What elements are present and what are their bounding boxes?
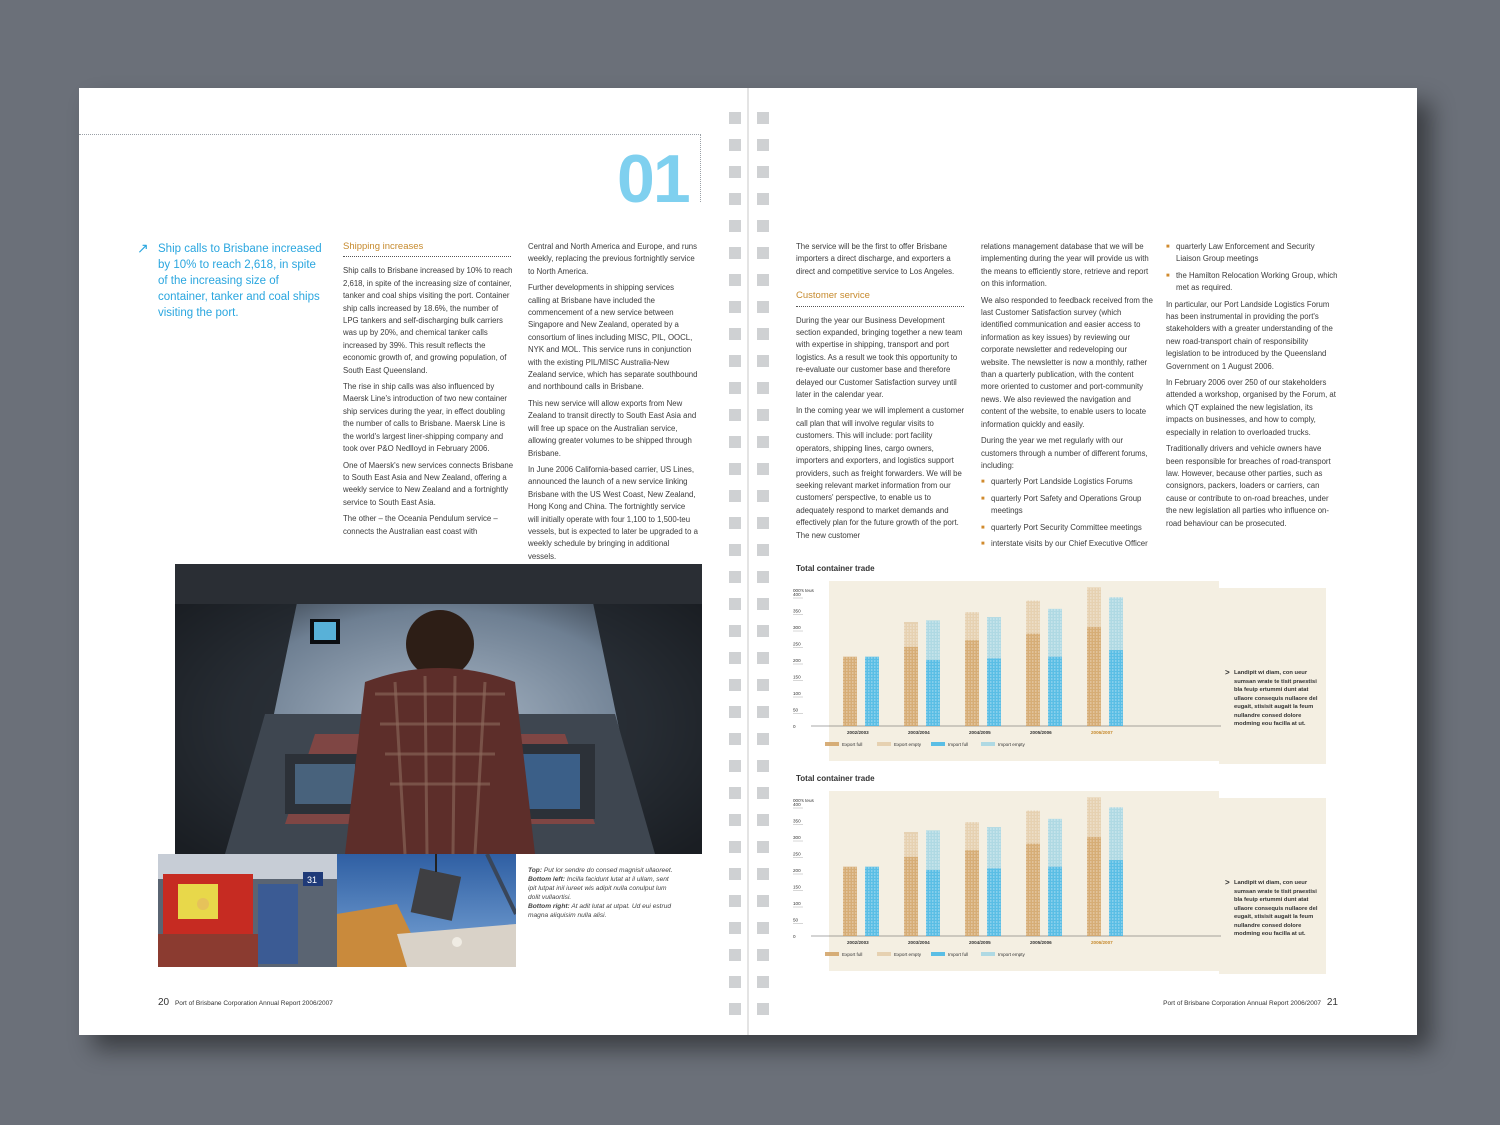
x-tick-label: 2003/2004 (908, 940, 930, 945)
paragraph: In June 2006 California-based carrier, US Lines, announced the launch of a new service linking Brisbane with the US West Coast, New Zealand, Hong Kong and China. The fortnightly service will initially operate with four 1,100 to 1,500-teu vessels, but is expected to later be upgraded to a weekly schedule by bringing in additional vessels. (528, 464, 698, 561)
x-tick-label: 2005/2006 (1030, 730, 1052, 735)
chart-note-text: Landipit wi diam, con ueur sumsan wrate te tisit praestisi bla feuip ertummi dunt atat ullaore consequis nullaore del eugait, stisisit augait la feum nullandre consed dolore modming eou facilla at ut. (1234, 880, 1318, 937)
binding-hole (729, 1003, 741, 1015)
y-tick-label: 400 (793, 592, 801, 597)
binding-hole (757, 976, 769, 988)
y-tick-label: 200 (793, 868, 801, 873)
photo-caption (528, 866, 678, 920)
binding-hole (757, 463, 769, 475)
y-tick-label: 350 (793, 608, 801, 614)
binding-hole (729, 193, 741, 205)
binding-hole (729, 409, 741, 421)
binding-hole (729, 922, 741, 934)
container-trade-chart (791, 794, 1231, 974)
chevron-right-icon: > (1225, 878, 1230, 887)
binding-hole (757, 895, 769, 907)
binding-hole (757, 571, 769, 583)
y-tick-label: 350 (793, 818, 801, 824)
binding-hole (757, 760, 769, 772)
header-rule (79, 134, 699, 135)
binding-hole (757, 220, 769, 232)
section-number: 01 (617, 141, 689, 217)
binding-hole (729, 301, 741, 313)
binding-hole (729, 166, 741, 178)
legend-label: Export empty (894, 742, 922, 747)
footer-text: Port of Brisbane Corporation Annual Report 2006/2007 (1163, 1000, 1322, 1007)
chart-note (1225, 668, 1324, 729)
legend-swatch (931, 952, 945, 956)
legend-swatch (931, 742, 945, 746)
heading-rule (343, 256, 511, 257)
y-axis-label: 000's teus (793, 798, 814, 803)
legend-label: Import empty (998, 742, 1025, 747)
binding-hole (757, 544, 769, 556)
paragraph: In February 2006 over 250 of our stakeholders attended a workshop, organised by the Forum, at which QT explained the new legislation, its impacts on businesses, and how to comply, especially in relation to overloaded trucks. (1166, 378, 1336, 437)
legend-swatch (825, 742, 839, 746)
y-tick-label: 300 (793, 625, 801, 630)
binding-hole (757, 382, 769, 394)
y-tick-label: 50 (793, 707, 799, 713)
binding-hole (757, 274, 769, 286)
bullet-item: ■ quarterly Law Enforcement and Security Liaison Group meetings (1166, 241, 1338, 266)
binding-hole (757, 625, 769, 637)
y-tick-label: 0 (793, 724, 796, 729)
binding-hole (729, 679, 741, 691)
legend-swatch (981, 742, 995, 746)
y-tick-label: 100 (793, 901, 801, 906)
binding-hole (729, 220, 741, 232)
binding-hole (729, 787, 741, 799)
binding-hole (729, 247, 741, 259)
caption-label: Bottom right: (528, 903, 570, 910)
crane-operator-photo (175, 564, 702, 854)
import-full-bar (987, 658, 1001, 726)
binding-hole (729, 274, 741, 286)
paragraph: Further developments in shipping services calling at Brisbane have included the commencement of a new service between Singapore and New Zealand, operated by a consortium of lines including MISC, PIL, OOCL, NYK and MOL. This service runs in conjunction with the existing PIL/MISC Australia-New Zealand service, which has separate southbound and northbound calls in Brisbane. (528, 283, 698, 392)
paragraph: The service will be the first to offer Brisbane importers a direct discharge, and exporters a direct and competitive service to Los Angeles. (796, 242, 955, 276)
legend-label: Export full (842, 952, 863, 957)
heading-rule (796, 306, 964, 307)
paragraph: Traditionally drivers and vehicle owners have been responsible for breaches of road-transport law. However, because other parties, such as consignors, packers, loaders or carriers, can cause or contribute to on-road breaches, under the new legislation all parties who influence on-road behaviour can be prosecuted. (1166, 444, 1331, 528)
binding-hole (729, 112, 741, 124)
binding-hole (729, 490, 741, 502)
legend-label: Import empty (998, 952, 1025, 957)
y-tick-label: 100 (793, 691, 801, 696)
left-footer (158, 997, 333, 1008)
binding-hole (757, 841, 769, 853)
binding-hole (729, 814, 741, 826)
y-tick-label: 150 (793, 884, 801, 890)
x-tick-label: 2003/2004 (908, 730, 930, 735)
binding-hole (729, 463, 741, 475)
legend-swatch (877, 952, 891, 956)
export-empty-bar (1026, 811, 1040, 844)
binding-hole (757, 490, 769, 502)
paragraph: We also responded to feedback received from the last Customer Satisfaction survey (which identified communication and easier access to information as key issues) by reviewing our corporate newsletter and redeveloping our website. The newsletter is now a monthly, rather than a quarterly publication, with the content more oriented to customer and port-community news. We also reviewed the navigation and content of the website, to enable users to locate information quickly and easily. (981, 295, 1153, 429)
export-full-bar (904, 857, 918, 936)
x-tick-label: 2006/2007 (1091, 940, 1113, 945)
header-rule-vertical (700, 134, 701, 202)
y-tick-label: 250 (793, 641, 801, 647)
legend-swatch (825, 952, 839, 956)
caption-text: Put lor sendre do consed magnisit ullaoreet. (543, 867, 673, 874)
legend-swatch (877, 742, 891, 746)
binding-hole (757, 922, 769, 934)
binding-hole (729, 760, 741, 772)
binding-hole (729, 544, 741, 556)
y-axis-label: 000's teus (793, 588, 814, 593)
y-tick-label: 250 (793, 851, 801, 857)
legend-label: Export empty (894, 952, 922, 957)
import-empty-bar (1109, 807, 1123, 860)
binding-hole (757, 652, 769, 664)
caption-label: Top: (528, 867, 543, 874)
binding-hole (757, 787, 769, 799)
right-column-1 (796, 241, 966, 546)
paragraph: In particular, our Port Landside Logistics Forum has been instrumental in providing the port's stakeholders with a greater understanding of the new road-transport chain of responsibility legislation to be introduced by the Queensland Government on 1 August 2006. (1166, 299, 1333, 371)
binding-hole (729, 976, 741, 988)
binding-hole (729, 139, 741, 151)
paragraph: The other – the Oceania Pendulum service – connects the Australian east coast with (343, 514, 498, 536)
binding-hole (757, 409, 769, 421)
binding-hole (757, 679, 769, 691)
paragraph: During the year our Business Development section expanded, bringing together a new team with expertise in shipping, transport and port logistics. As a result we took this opportunity to re-evaluate our customer base and therefore delayed our Customer Satisfaction survey until later in the calendar year. (796, 315, 963, 400)
x-tick-label: 2004/2005 (969, 940, 991, 945)
binding-hole (757, 247, 769, 259)
binding-hole (729, 841, 741, 853)
chevron-right-icon: > (1225, 668, 1230, 677)
cargo-lift-photo (337, 854, 516, 967)
y-tick-label: 0 (793, 934, 796, 939)
binding-hole (757, 355, 769, 367)
right-column-3 (1166, 241, 1338, 534)
binding-hole (757, 301, 769, 313)
binding-hole (757, 814, 769, 826)
y-tick-label: 200 (793, 658, 801, 663)
export-empty-bar (1026, 601, 1040, 634)
import-full-bar (987, 868, 1001, 936)
binding-hole (729, 706, 741, 718)
binding-hole (757, 706, 769, 718)
binding-hole (729, 436, 741, 448)
caption-text: Incilla facidunt lutat at il ullam, sent ipit lutpat inil iureet wis adipit nulla conulput lum dolit vullaortisi. (528, 876, 669, 901)
paragraph: During the year we met regularly with our customers through a number of different forums, including: (981, 436, 1148, 470)
x-tick-label: 2006/2007 (1091, 730, 1113, 735)
binding-hole (729, 625, 741, 637)
x-tick-label: 2004/2005 (969, 730, 991, 735)
container-crane-photo (158, 854, 337, 967)
right-column-2 (981, 241, 1153, 554)
x-tick-label: 2005/2006 (1030, 940, 1052, 945)
left-column-1 (343, 241, 515, 542)
export-full-bar (1087, 627, 1101, 726)
binding-hole (729, 571, 741, 583)
export-full-bar (904, 647, 918, 726)
container-trade-chart (791, 584, 1231, 764)
binding-hole (729, 733, 741, 745)
binding-hole (729, 598, 741, 610)
binding-hole (729, 895, 741, 907)
legend-label: Import full (948, 952, 969, 957)
binding-hole (729, 949, 741, 961)
right-footer (1163, 997, 1338, 1008)
caption-text: At adit lutat at utpat. Ud eui estrud magna aliquisim nulla alisi. (528, 903, 672, 919)
binding-hole (729, 328, 741, 340)
binding-hole (757, 139, 769, 151)
binding-hole (757, 868, 769, 880)
export-full-bar (1087, 837, 1101, 936)
binding-hole (729, 652, 741, 664)
y-tick-label: 400 (793, 802, 801, 807)
chart-note-text: Landipit wi diam, con ueur sumsan wrate te tisit praestisi bla feuip ertummi dunt atat ullaore consequis nullaore del eugait, stisisit augait la feum nullandre consed dolore modming eou facilla at ut. (1234, 670, 1318, 727)
binding-hole (757, 112, 769, 124)
binding-hole (757, 598, 769, 610)
binding-hole (757, 436, 769, 448)
y-tick-label: 150 (793, 674, 801, 680)
bullet-item: ■ quarterly Port Safety and Operations Group meetings (981, 493, 1153, 518)
chart-note (1225, 878, 1324, 939)
paragraph: One of Maersk's new services connects Brisbane to South East Asia and New Zealand, offering a weekly service to New Zealand and a fortnightly service to South East Asia. (343, 460, 514, 507)
binding-hole (757, 1003, 769, 1015)
paragraph: In the coming year we will implement a customer call plan that will involve regular visits to customers. This will include: port facility operators, shipping lines, cargo owners, importers and exporters, and logistics support providers, such as freight forwarders. We will be seeking relevant market information from our customers' perspective, to enable us to adequately respond to market demands and effectively plan for the future growth of the port. The new customer (796, 406, 965, 540)
bullet-item: ■ quarterly Port Security Committee meetings (981, 522, 1153, 534)
paragraph: This new service will allow exports from New Zealand to transit directly to South East Asia and will free up space on the Australian service, allowing greater volumes to be shipped through Brisbane. (528, 398, 697, 458)
y-tick-label: 300 (793, 835, 801, 840)
binding-hole (729, 382, 741, 394)
paragraph: Ship calls to Brisbane increased by 10% to reach 2,618, in spite of the increasing size of container, tanker and coal ships visiting the port. Container ship calls increased by 18.6%, the number of LPG tankers and self-discharging bulk carriers was up by 20%, and chemical tanker calls increased by 39%. This result reflects the economic growth of, and growing population, of South East Queensland. (343, 266, 513, 375)
arrow-icon: ↗ (137, 240, 149, 256)
paragraph: relations management database that we will be implementing during the year will provide us with the means to efficiently store, retrieve and report on this information. (981, 242, 1149, 289)
export-full-bar (965, 640, 979, 726)
export-full-bar (965, 850, 979, 936)
binding-hole (757, 949, 769, 961)
svg-text:31: 31 (307, 875, 318, 885)
binding-hole (757, 517, 769, 529)
bullet-item: ■ quarterly Port Landside Logistics Forums (981, 476, 1153, 488)
section-heading: Customer service (796, 290, 870, 302)
pull-quote: Ship calls to Brisbane increased by 10% to reach 2,618, in spite of the increasing size of container, tanker and coal ships visiting the port. (158, 243, 322, 319)
binding-hole (729, 517, 741, 529)
page-number: 21 (1326, 997, 1338, 1008)
binding-hole (729, 355, 741, 367)
page-fold (747, 88, 749, 1035)
binding-hole (757, 733, 769, 745)
report-spread (79, 88, 1417, 1035)
legend-label: Export full (842, 742, 863, 747)
x-tick-label: 2002/2003 (847, 940, 869, 945)
chart-title: Total container trade (796, 564, 875, 573)
bullet-item: ■ interstate visits by our Chief Executive Officer (981, 538, 1153, 550)
section-heading: Shipping increases (343, 241, 424, 252)
binding-hole (729, 868, 741, 880)
binding-hole (757, 193, 769, 205)
import-empty-bar (1109, 597, 1123, 650)
y-tick-label: 50 (793, 917, 799, 923)
caption-label: Bottom left: (528, 876, 565, 883)
legend-label: Import full (948, 742, 969, 747)
binding-hole (757, 328, 769, 340)
left-column-2 (528, 241, 698, 567)
paragraph: Central and North America and Europe, and runs weekly, replacing the previous fortnightly service to North America. (528, 242, 698, 276)
paragraph: The rise in ship calls was also influenced by Maersk Line's introduction of two new container ship services during the year, in effect doubling the number of calls to Brisbane. Maersk Line is the world's largest liner-shipping company and took over P&O Nedlloyd in February 2006. (343, 382, 508, 454)
legend-swatch (981, 952, 995, 956)
x-tick-label: 2002/2003 (847, 730, 869, 735)
footer-text: Port of Brisbane Corporation Annual Report 2006/2007 (174, 1000, 333, 1007)
binding-hole (757, 166, 769, 178)
page-number: 20 (158, 997, 170, 1008)
chart-title: Total container trade (796, 774, 875, 783)
bullet-item: ■ the Hamilton Relocation Working Group, which met as required. (1166, 270, 1338, 295)
